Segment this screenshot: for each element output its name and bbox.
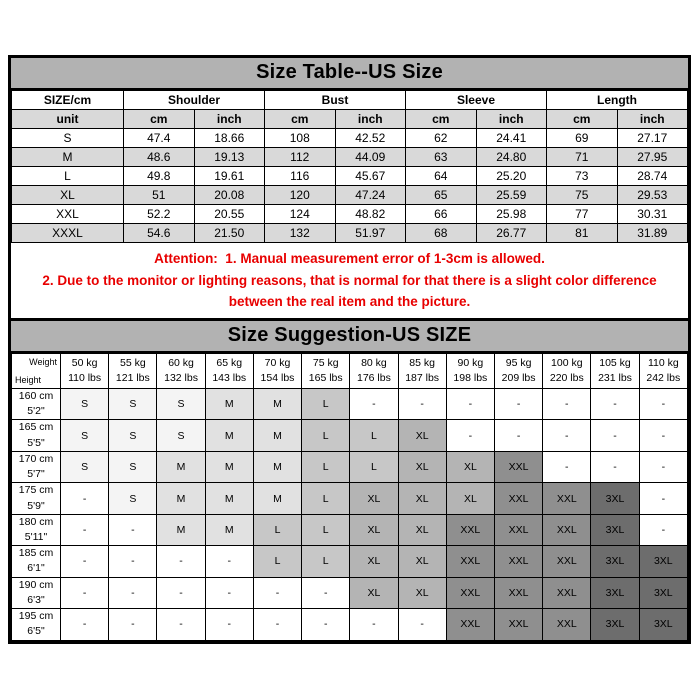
measurement-value: 20.55: [194, 205, 265, 224]
height-ft: 5'11": [24, 530, 48, 543]
weight-lbs: 165 lbs: [308, 372, 343, 384]
weight-lbs: 132 lbs: [164, 372, 198, 384]
suggestion-cell: XXL: [494, 451, 542, 482]
suggestion-cell: XXL: [446, 609, 494, 640]
suggestion-cell: XXL: [543, 514, 591, 545]
weight-lbs: 209 lbs: [501, 372, 536, 384]
suggestion-cell: XL: [446, 483, 494, 514]
suggestion-cell: XXL: [446, 514, 494, 545]
unit-cell: cm: [547, 110, 618, 129]
suggestion-cell: XXL: [543, 609, 591, 640]
measurement-value: 112: [265, 148, 336, 167]
size-table-body: [12, 129, 688, 243]
size-label: XL: [12, 186, 124, 205]
size-table-title: Size Table--US Size: [11, 58, 688, 90]
suggestion-cell: -: [302, 609, 350, 640]
height-cm: 195 cm: [18, 610, 54, 623]
height-row: [12, 577, 688, 608]
suggestion-cell: XXL: [494, 609, 542, 640]
unit-row: [12, 110, 688, 129]
suggestion-cell: -: [639, 420, 687, 451]
weight-lbs: 176 lbs: [356, 372, 391, 384]
measurement-value: 19.13: [194, 148, 265, 167]
suggestion-cell: -: [61, 546, 109, 577]
weight-lbs: 143 lbs: [212, 372, 247, 384]
suggestion-cell: XXL: [494, 514, 542, 545]
measurement-value: 47.24: [335, 186, 406, 205]
height-cm: 175 cm: [18, 484, 54, 497]
weight-header-cell: [61, 354, 109, 389]
suggestion-cell: L: [253, 546, 301, 577]
size-row-xxxl: [12, 224, 688, 243]
height-row: [12, 389, 688, 420]
group-header-sleeve: Sleeve: [406, 91, 547, 110]
weight-header-cell: [350, 354, 398, 389]
measurement-value: 63: [406, 148, 477, 167]
suggestion-cell: XXL: [494, 546, 542, 577]
height-ft: 6'5": [27, 625, 45, 638]
suggestion-cell: S: [157, 420, 205, 451]
suggestion-cell: S: [109, 451, 157, 482]
measurement-value: 42.52: [335, 129, 406, 148]
weight-header-cell: [157, 354, 205, 389]
group-header-row: [12, 91, 688, 110]
suggestion-cell: L: [302, 389, 350, 420]
measurement-value: 65: [406, 186, 477, 205]
suggestion-cell: -: [350, 389, 398, 420]
measurement-value: 21.50: [194, 224, 265, 243]
size-label: S: [12, 129, 124, 148]
suggestion-cell: XXL: [446, 546, 494, 577]
size-table-corner-label: SIZE/cm: [12, 91, 124, 110]
suggestion-cell: -: [205, 609, 253, 640]
suggestion-cell: L: [253, 514, 301, 545]
weight-kg: 90 kg: [457, 356, 484, 369]
suggestion-cell: -: [205, 577, 253, 608]
unit-cell: cm: [124, 110, 195, 129]
suggestion-cell: S: [109, 483, 157, 514]
suggestion-cell: XXL: [494, 577, 542, 608]
height-ft: 6'1": [27, 562, 45, 575]
weight-lbs: 198 lbs: [453, 372, 488, 384]
measurement-value: 27.17: [617, 129, 688, 148]
suggestion-cell: XL: [398, 577, 446, 608]
suggestion-cell: -: [109, 609, 157, 640]
measurement-value: 48.82: [335, 205, 406, 224]
weight-kg: 95 kg: [505, 356, 532, 369]
size-row-s: [12, 129, 688, 148]
suggestion-cell: XXL: [446, 577, 494, 608]
suggestion-cell: M: [157, 451, 205, 482]
weight-kg: 75 kg: [312, 356, 339, 369]
suggestion-cell: -: [109, 577, 157, 608]
height-ft: 5'7": [27, 468, 45, 481]
suggestion-cell: XL: [398, 546, 446, 577]
weight-kg: 105 kg: [599, 356, 631, 369]
weight-kg: 50 kg: [71, 356, 98, 369]
weight-kg: 85 kg: [409, 356, 435, 369]
size-row-xxl: [12, 205, 688, 224]
suggestion-cell: -: [253, 577, 301, 608]
suggestion-cell: -: [494, 420, 542, 451]
suggestion-cell: -: [398, 389, 446, 420]
suggestion-cell: -: [591, 451, 639, 482]
measurement-value: 49.8: [124, 167, 195, 186]
measurement-value: 54.6: [124, 224, 195, 243]
height-cm: 160 cm: [18, 390, 54, 402]
weight-lbs: 242 lbs: [646, 372, 681, 384]
weight-header-cell: [253, 354, 301, 389]
suggestion-cell: -: [639, 451, 687, 482]
measurement-value: 24.80: [476, 148, 547, 167]
height-cm: 185 cm: [18, 547, 54, 560]
weight-kg: 65 kg: [216, 356, 243, 369]
unit-cell: inch: [617, 110, 688, 129]
suggestion-cell: -: [157, 609, 205, 640]
unit-cell: inch: [476, 110, 547, 129]
measurement-value: 52.2: [124, 205, 195, 224]
size-row-m: [12, 148, 688, 167]
measurement-value: 73: [547, 167, 618, 186]
height-header-cell: [12, 609, 61, 640]
height-header-cell: [12, 483, 61, 514]
size-suggestion-title: Size Suggestion-US SIZE: [11, 321, 688, 353]
suggestion-cell: M: [253, 389, 301, 420]
measurement-value: 132: [265, 224, 336, 243]
weight-lbs: 231 lbs: [598, 372, 632, 384]
measurement-value: 27.95: [617, 148, 688, 167]
height-ft: 5'9": [27, 499, 45, 512]
suggestion-cell: -: [543, 451, 591, 482]
suggestion-cell: -: [591, 389, 639, 420]
suggestion-cell: 3XL: [591, 609, 639, 640]
height-row: [12, 546, 688, 577]
suggestion-cell: 3XL: [639, 609, 687, 640]
suggestion-cell: XXL: [543, 577, 591, 608]
size-table: [11, 90, 688, 243]
suggestion-cell: 3XL: [639, 577, 687, 608]
size-suggestion-table: [11, 353, 688, 641]
measurement-value: 44.09: [335, 148, 406, 167]
size-row-l: [12, 167, 688, 186]
suggestion-cell: -: [157, 546, 205, 577]
height-ft: 5'5": [27, 436, 45, 449]
suggestion-cell: S: [61, 420, 109, 451]
height-ft: 5'2": [27, 405, 45, 418]
size-label: M: [12, 148, 124, 167]
suggestion-cell: -: [157, 577, 205, 608]
size-label: XXXL: [12, 224, 124, 243]
suggestion-cell: L: [302, 483, 350, 514]
suggestion-cell: M: [205, 420, 253, 451]
height-row: [12, 514, 688, 545]
suggestion-cell: XL: [350, 546, 398, 577]
measurement-value: 47.4: [124, 129, 195, 148]
suggestion-cell: -: [639, 389, 687, 420]
group-header-bust: Bust: [265, 91, 406, 110]
suggestion-cell: 3XL: [591, 546, 639, 577]
height-cm: 190 cm: [18, 578, 54, 591]
unit-cell: inch: [194, 110, 265, 129]
suggestion-cell: L: [302, 546, 350, 577]
measurement-value: 29.53: [617, 186, 688, 205]
height-cm: 180 cm: [18, 515, 54, 528]
unit-cell: cm: [265, 110, 336, 129]
height-header-cell: [12, 420, 61, 451]
suggestion-cell: -: [543, 389, 591, 420]
suggestion-cell: -: [350, 609, 398, 640]
suggestion-cell: -: [61, 609, 109, 640]
height-row: [12, 420, 688, 451]
measurement-value: 25.20: [476, 167, 547, 186]
height-row: [12, 483, 688, 514]
suggestion-cell: XL: [398, 483, 446, 514]
suggestion-cell: -: [302, 577, 350, 608]
suggestion-cell: XL: [350, 514, 398, 545]
size-label: XXL: [12, 205, 124, 224]
measurement-value: 69: [547, 129, 618, 148]
corner-weight-label: Weight: [29, 357, 57, 367]
measurement-value: 18.66: [194, 129, 265, 148]
weight-kg: 110 kg: [647, 356, 679, 369]
suggestion-cell: L: [302, 420, 350, 451]
height-header-cell: [12, 577, 61, 608]
suggestion-cell: S: [109, 389, 157, 420]
attention-note: [11, 243, 688, 320]
suggestion-cell: -: [109, 514, 157, 545]
measurement-value: 75: [547, 186, 618, 205]
suggestion-cell: S: [61, 451, 109, 482]
height-cm: 170 cm: [18, 452, 54, 465]
height-header-cell: [12, 451, 61, 482]
height-cm: 165 cm: [18, 421, 54, 434]
weight-lbs: 154 lbs: [260, 372, 295, 384]
measurement-value: 31.89: [617, 224, 688, 243]
suggestion-cell: -: [61, 483, 109, 514]
suggestion-cell: -: [543, 420, 591, 451]
height-header-cell: [12, 389, 61, 420]
weight-lbs: 220 lbs: [549, 372, 584, 384]
height-ft: 6'3": [27, 593, 45, 606]
suggestion-cell: M: [205, 451, 253, 482]
suggestion-cell: XL: [446, 451, 494, 482]
weight-lbs: 121 lbs: [115, 372, 150, 384]
weight-header-cell: [398, 354, 446, 389]
suggestion-cell: XL: [350, 577, 398, 608]
measurement-value: 48.6: [124, 148, 195, 167]
measurement-value: 71: [547, 148, 618, 167]
suggestion-cell: M: [157, 514, 205, 545]
height-header-cell: [12, 514, 61, 545]
suggestion-cell: -: [109, 546, 157, 577]
weight-header-row: [12, 354, 688, 389]
weight-header-cell: [109, 354, 157, 389]
measurement-value: 28.74: [617, 167, 688, 186]
suggestion-table-body: [12, 389, 688, 641]
suggestion-cell: L: [302, 451, 350, 482]
measurement-value: 108: [265, 129, 336, 148]
size-table-section: [8, 55, 691, 323]
corner-height-label: Height: [15, 375, 42, 385]
weight-height-corner: [12, 354, 61, 389]
group-header-shoulder: Shoulder: [124, 91, 265, 110]
weight-kg: 80 kg: [361, 356, 387, 369]
weight-header-cell: [446, 354, 494, 389]
unit-cell: inch: [335, 110, 406, 129]
attention-line-3: between the real item and the picture.: [228, 294, 471, 310]
suggestion-cell: M: [253, 451, 301, 482]
suggestion-cell: 3XL: [591, 577, 639, 608]
weight-header-cell: [494, 354, 542, 389]
suggestion-cell: 3XL: [591, 483, 639, 514]
unit-label: unit: [12, 110, 124, 129]
measurement-value: 20.08: [194, 186, 265, 205]
suggestion-cell: -: [253, 609, 301, 640]
weight-kg: 70 kg: [264, 356, 291, 369]
suggestion-cell: L: [350, 451, 398, 482]
suggestion-cell: M: [157, 483, 205, 514]
weight-lbs: 187 lbs: [405, 372, 440, 384]
unit-cell: cm: [406, 110, 477, 129]
height-row: [12, 609, 688, 640]
suggestion-cell: L: [350, 420, 398, 451]
suggestion-cell: M: [205, 514, 253, 545]
attention-line-1: Attention: 1. Manual measurement error of 1-3cm is allowed.: [154, 251, 545, 266]
measurement-value: 25.59: [476, 186, 547, 205]
suggestion-cell: S: [61, 389, 109, 420]
weight-kg: 60 kg: [168, 356, 194, 369]
measurement-value: 81: [547, 224, 618, 243]
suggestion-cell: -: [61, 577, 109, 608]
attention-line-2: 2. Due to the monitor or lighting reasons, that is normal for that there is a slight color difference: [42, 272, 657, 288]
measurement-value: 30.31: [617, 205, 688, 224]
suggestion-cell: M: [205, 389, 253, 420]
suggestion-cell: XXL: [543, 546, 591, 577]
measurement-value: 116: [265, 167, 336, 186]
suggestion-cell: XL: [398, 451, 446, 482]
group-header-length: Length: [547, 91, 688, 110]
suggestion-cell: -: [398, 609, 446, 640]
weight-header-cell: [543, 354, 591, 389]
weight-header-cell: [205, 354, 253, 389]
suggestion-cell: XL: [398, 420, 446, 451]
weight-header-cell: [591, 354, 639, 389]
measurement-value: 62: [406, 129, 477, 148]
measurement-value: 26.77: [476, 224, 547, 243]
measurement-value: 24.41: [476, 129, 547, 148]
weight-kg: 55 kg: [119, 356, 146, 369]
suggestion-cell: -: [591, 420, 639, 451]
size-suggestion-section: [8, 318, 691, 644]
suggestion-cell: -: [446, 389, 494, 420]
suggestion-cell: M: [205, 483, 253, 514]
measurement-value: 120: [265, 186, 336, 205]
measurement-value: 51: [124, 186, 195, 205]
measurement-value: 77: [547, 205, 618, 224]
suggestion-cell: 3XL: [591, 514, 639, 545]
suggestion-cell: S: [109, 420, 157, 451]
suggestion-cell: S: [157, 389, 205, 420]
measurement-value: 68: [406, 224, 477, 243]
suggestion-cell: XXL: [543, 483, 591, 514]
suggestion-cell: -: [205, 546, 253, 577]
suggestion-cell: -: [494, 389, 542, 420]
suggestion-cell: -: [639, 483, 687, 514]
measurement-value: 66: [406, 205, 477, 224]
weight-header-cell: [302, 354, 350, 389]
height-header-cell: [12, 546, 61, 577]
suggestion-cell: XL: [398, 514, 446, 545]
measurement-value: 19.61: [194, 167, 265, 186]
size-row-xl: [12, 186, 688, 205]
weight-lbs: 110 lbs: [68, 372, 102, 384]
suggestion-cell: XL: [350, 483, 398, 514]
measurement-value: 45.67: [335, 167, 406, 186]
measurement-value: 51.97: [335, 224, 406, 243]
suggestion-cell: 3XL: [639, 546, 687, 577]
measurement-value: 25.98: [476, 205, 547, 224]
suggestion-cell: -: [446, 420, 494, 451]
suggestion-cell: M: [253, 483, 301, 514]
suggestion-cell: XXL: [494, 483, 542, 514]
suggestion-cell: -: [61, 514, 109, 545]
height-row: [12, 451, 688, 482]
suggestion-cell: L: [302, 514, 350, 545]
size-label: L: [12, 167, 124, 186]
measurement-value: 64: [406, 167, 477, 186]
suggestion-cell: M: [253, 420, 301, 451]
measurement-value: 124: [265, 205, 336, 224]
weight-kg: 100 kg: [551, 356, 583, 369]
weight-header-cell: [639, 354, 687, 389]
suggestion-cell: -: [639, 514, 687, 545]
